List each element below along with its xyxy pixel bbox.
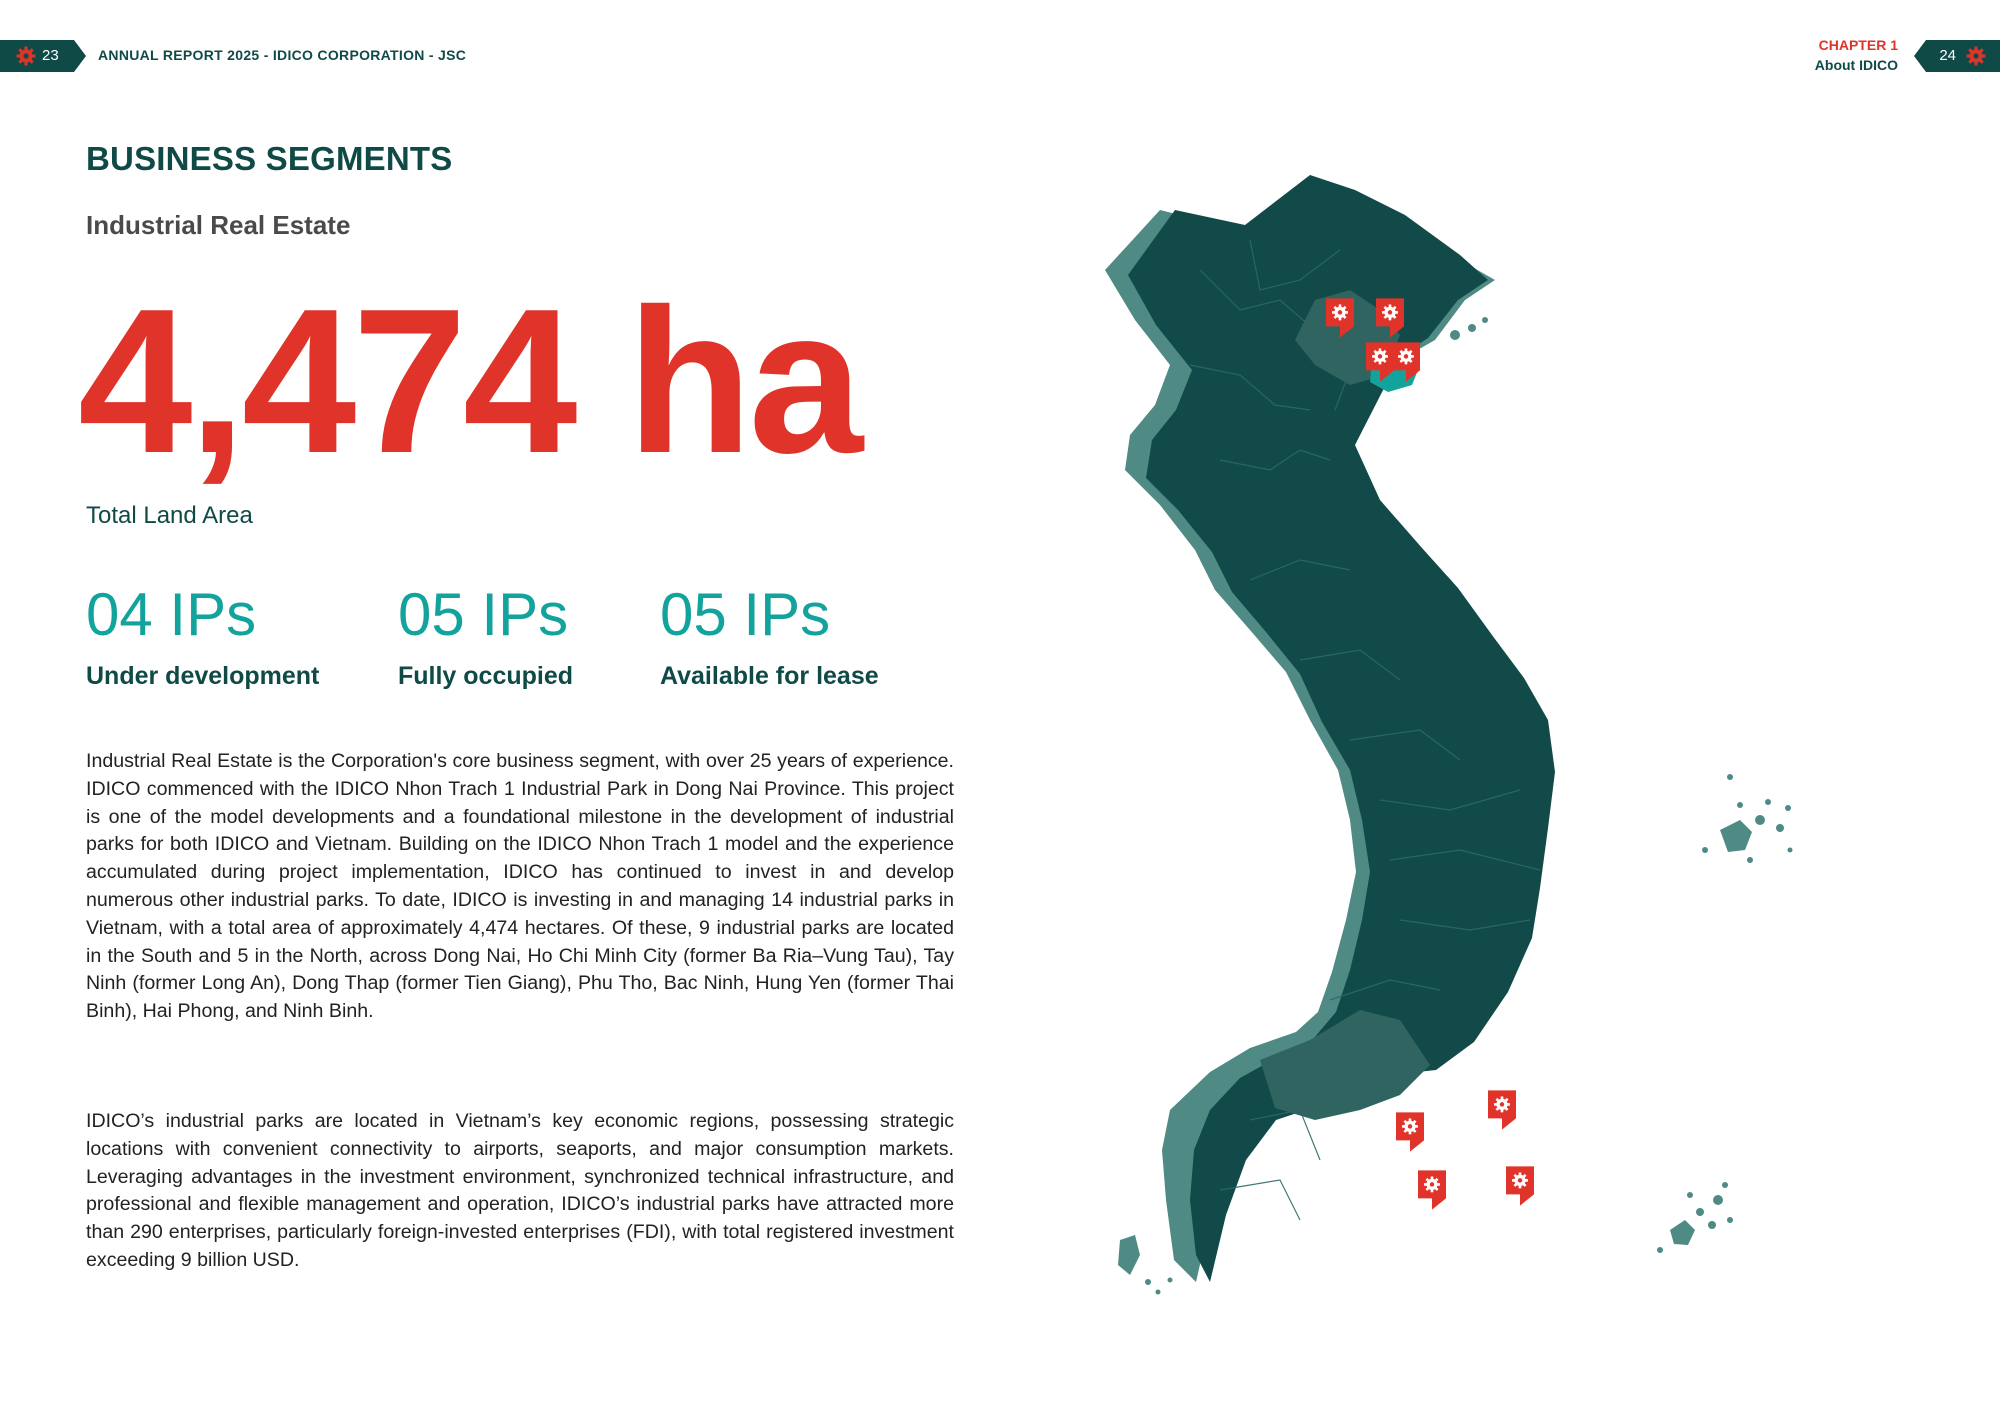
page-number-left: 23 (42, 47, 59, 64)
section-heading: BUSINESS SEGMENTS (86, 140, 453, 177)
stat-value: 04 IPs (86, 581, 257, 648)
chapter-name: About IDICO (1814, 57, 1898, 73)
industrial-park-marker-icon (1506, 1166, 1534, 1205)
gear-icon (1966, 46, 1986, 66)
stat-label: Under development (86, 662, 320, 690)
chapter-label: CHAPTER 1 (1818, 37, 1898, 53)
segment-subheading: Industrial Real Estate (86, 210, 351, 240)
page-number-right: 24 (1939, 47, 1956, 64)
body-paragraph-1: Industrial Real Estate is the Corporation's core business segment, with over 25 years of experience. IDICO commenced with the IDICO Nhon Trach 1 Industrial Park in Dong Nai Province. This project is one of the model developments and a foundational milestone in the development of industrial parks for both IDICO and Vietnam. Building on the IDICO Nhon Trach 1 model and the experience accumulated during project implementation, IDICO has continued to invest in and develop numerous other industrial parks. To date, IDICO is investing in and managing 14 industrial parks in Vietnam, with a total area of approximately 4,474 hectares. Of these, 9 industrial parks are located in the South and 5 in the North, across Dong Nai, Ho Chi Minh City (former Ba Ria–Vung Tau), Tay Ninh (former Long An), Dong Thap (former Tien Giang), Phu Tho, Bac Ninh, Hung Yen (former Thai Binh), Hai Phong, and Ninh Binh. (86, 750, 954, 1023)
stat-label: Fully occupied (398, 662, 574, 690)
gear-icon (16, 46, 36, 66)
stat-under-development (86, 580, 319, 691)
industrial-park-marker-icon (1418, 1170, 1446, 1209)
stat-value: 05 IPs (660, 581, 831, 648)
stat-label: Available for lease (660, 662, 879, 690)
vietnam-map (1100, 160, 1920, 1400)
industrial-park-marker-icon (1488, 1090, 1516, 1129)
industrial-park-marker-icon (1396, 1112, 1424, 1151)
total-land-area-value: 4,474 ha (78, 266, 860, 496)
body-paragraph-2: IDICO’s industrial parks are located in Vietnam’s key economic regions, possessing strategic locations with convenient connectivity to airports, seaports, and major consumption markets. Leveraging advantages in the investment environment, synchronized technical infrastructure, and professional and flexible management and operation, IDICO’s industrial parks have attracted more than 290 enterprises, particularly foreign-invested enterprises (FDI), with total registered investment exceeding 9 billion USD. (86, 1110, 954, 1271)
page-tab-right (1914, 40, 2000, 72)
stat-available-for-lease (660, 580, 879, 691)
chapter-indicator (1815, 35, 1898, 75)
total-land-area-caption: Total Land Area (86, 502, 253, 529)
stat-value: 05 IPs (398, 581, 569, 648)
stat-fully-occupied (398, 580, 573, 691)
report-title: ANNUAL REPORT 2025 - IDICO CORPORATION - JSC (98, 47, 467, 63)
